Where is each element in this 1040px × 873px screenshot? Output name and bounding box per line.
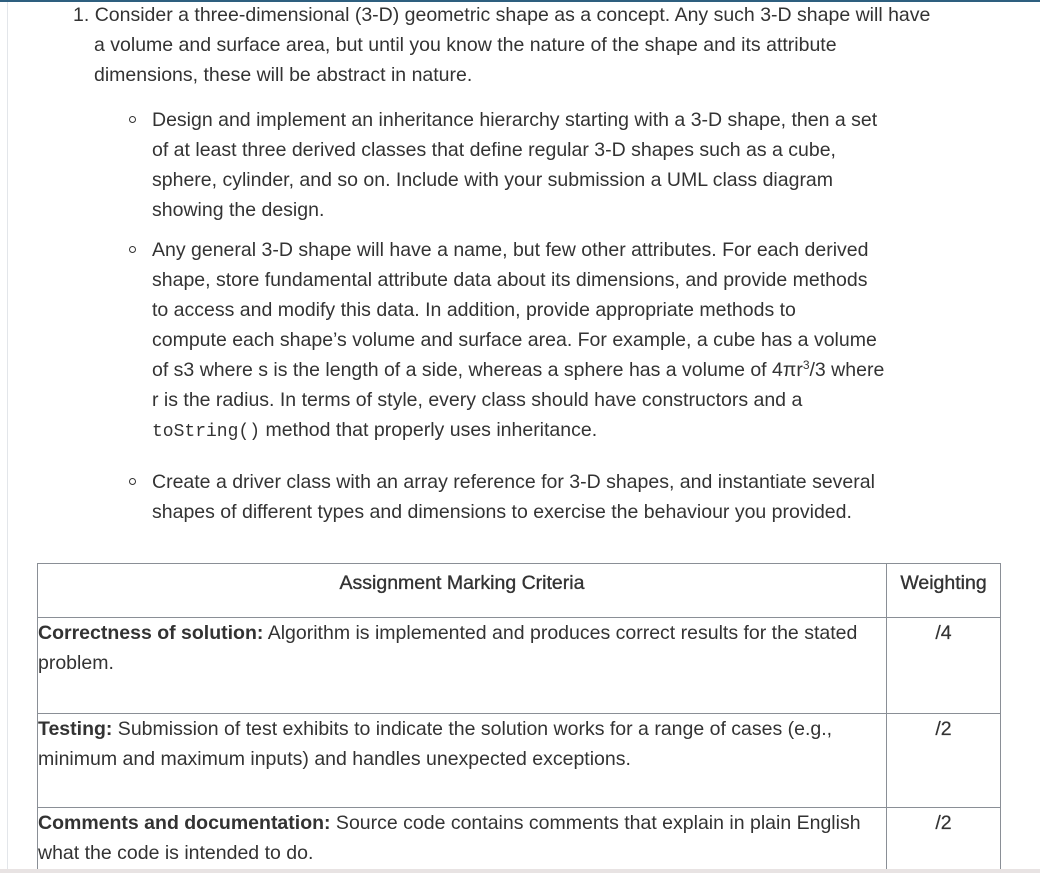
exponent: 3 <box>802 358 810 372</box>
marking-criteria-table <box>37 563 1001 873</box>
bullet-text: Create a driver class with an array reference for 3-D shapes, and instantiate several shapes of different types and dimensions to exercise the behaviour you provided. <box>152 471 875 523</box>
table-header-row <box>38 564 1001 618</box>
hollow-bullet-icon <box>129 246 136 253</box>
hollow-bullet-icon <box>129 116 136 123</box>
criteria-description: Correctness of solution: Algorithm is implemented and produces correct results for the stated problem. <box>38 618 887 714</box>
table-row <box>38 618 1001 714</box>
question-1 <box>73 0 993 90</box>
criteria-weight: /2 <box>887 808 1001 873</box>
table-row <box>38 714 1001 808</box>
question-line-1: 1. Consider a three-dimensional (3-D) geometric shape as a concept. Any such 3-D shape will have <box>73 4 931 26</box>
formula-line: of s3 where s is the length of a side, whereas a sphere has a volume of $4\pi r^3/3$ where <box>152 358 885 381</box>
question-line-3: dimensions, these will be abstract in nature. <box>94 64 473 86</box>
header-weighting: Weighting <box>887 564 1001 618</box>
criteria-label: Comments and documentation: <box>38 812 331 834</box>
hollow-bullet-icon <box>129 478 136 485</box>
criteria-weight: /4 <box>887 618 1001 714</box>
header-criteria: Assignment Marking Criteria <box>38 564 887 618</box>
question-line-2: a volume and surface area, but until you know the nature of the shape and its attribute <box>94 34 837 56</box>
question-number: 1. <box>73 4 90 26</box>
criteria-label: Correctness of solution: <box>38 622 264 644</box>
tostring-line: toString() method that properly uses inheritance. <box>152 419 598 442</box>
code-tostring: toString() <box>152 422 261 442</box>
criteria-label: Testing: <box>38 718 113 740</box>
left-edge-divider <box>7 2 8 873</box>
table-row <box>38 808 1001 873</box>
criteria-description: Comments and documentation: Source code contains comments that explain in plain English what the code is intended to do. <box>38 808 887 873</box>
criteria-weight: /2 <box>887 714 1001 808</box>
bullet-text: Any general 3-D shape will have a name, but few other attributes. For each derived shape, store fundamental attribute data about its dimensions, and provide methods to access and modify this data. In addition, provide appropriate methods to compute each shape’s volume and surface area. For example, a cube has a volume of s3 where s is the length of a side, whereas a sphere has a volume of $4\pi r^3/3$ where r is the radius. In terms of style, every class should have constructors and a toString() method that properly uses inheritance. <box>152 235 952 447</box>
bottom-edge <box>0 869 1040 873</box>
criteria-description: Testing: Submission of test exhibits to indicate the solution works for a range of cases (e.g., minimum and maximum inputs) and handles unexpected exceptions. <box>38 714 887 808</box>
bullet-text: Design and implement an inheritance hierarchy starting with a 3-D shape, then a set of at least three derived classes that define regular 3-D shapes such as a cube, sphere, cylinder, and so on. Include with your submission a UML class diagram showing the design. <box>152 109 878 221</box>
